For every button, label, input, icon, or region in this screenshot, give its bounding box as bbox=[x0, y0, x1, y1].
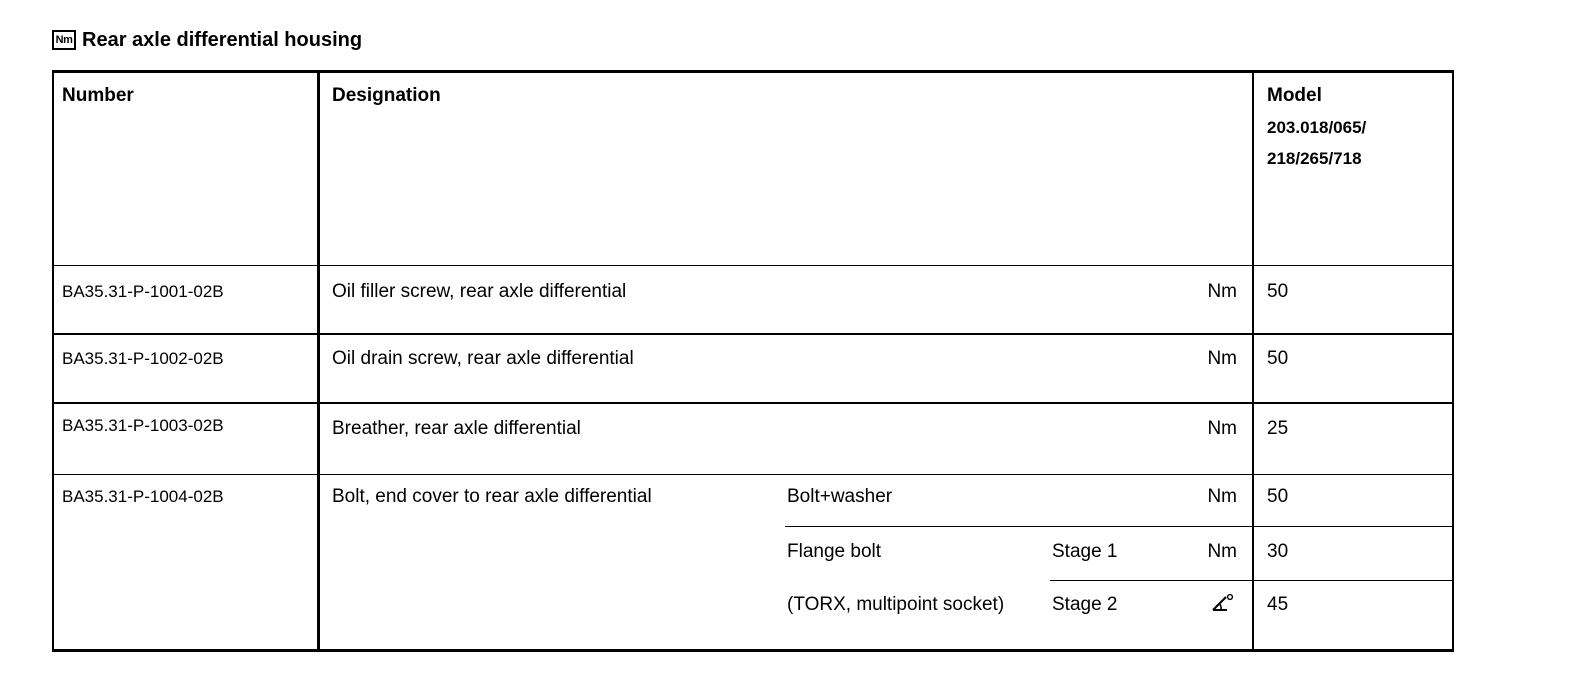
table-right-border bbox=[1452, 70, 1454, 652]
header-designation: Designation bbox=[332, 85, 441, 106]
row-unit: Nm bbox=[1207, 281, 1237, 302]
row-number: BA35.31-P-1004-02B bbox=[62, 487, 224, 506]
row-divider bbox=[52, 402, 1454, 404]
torque-table bbox=[52, 70, 1454, 652]
subrow-part: (TORX, multipoint socket) bbox=[787, 594, 1005, 615]
section-heading bbox=[52, 26, 362, 54]
row-number: BA35.31-P-1003-02B bbox=[62, 416, 224, 435]
subrow-value: 45 bbox=[1267, 594, 1289, 615]
header-model-numbers: 218/265/718 bbox=[1267, 149, 1362, 168]
row-divider bbox=[52, 333, 1454, 335]
header-model-numbers: 203.018/065/ bbox=[1267, 118, 1367, 137]
row-number: BA35.31-P-1001-02B bbox=[62, 282, 224, 301]
subrow-part: Flange bolt bbox=[787, 541, 882, 562]
section-title: Rear axle differential housing bbox=[82, 28, 363, 51]
subrow-value: 50 bbox=[1267, 486, 1289, 507]
column-divider bbox=[317, 70, 320, 652]
subrow-unit: Nm bbox=[1207, 541, 1237, 562]
row-value: 50 bbox=[1267, 281, 1289, 302]
subrow-unit: Nm bbox=[1207, 486, 1237, 507]
subrow-part: Bolt+washer bbox=[787, 486, 893, 507]
table-bottom-border bbox=[52, 649, 1454, 652]
table-top-border bbox=[52, 70, 1454, 73]
row-unit: Nm bbox=[1207, 348, 1237, 369]
row-divider bbox=[52, 265, 1454, 266]
row-divider bbox=[52, 474, 1454, 475]
row-value: 50 bbox=[1267, 348, 1289, 369]
header-model: Model bbox=[1267, 85, 1322, 106]
row-designation: Breather, rear axle differential bbox=[332, 418, 581, 439]
row-designation: Bolt, end cover to rear axle differential bbox=[332, 486, 652, 507]
angle-degree-icon bbox=[1210, 592, 1236, 619]
column-divider bbox=[1252, 70, 1254, 652]
row-unit: Nm bbox=[1207, 418, 1237, 439]
row-designation: Oil filler screw, rear axle differential bbox=[332, 281, 627, 302]
row-designation: Oil drain screw, rear axle differential bbox=[332, 348, 634, 369]
header-number: Number bbox=[62, 85, 134, 106]
table-left-border bbox=[52, 70, 54, 652]
torque-nm-icon: Nm bbox=[52, 30, 76, 50]
subrow-stage: Stage 1 bbox=[1052, 541, 1118, 562]
subrow-divider bbox=[785, 526, 1454, 527]
row-value: 25 bbox=[1267, 418, 1289, 439]
row-number: BA35.31-P-1002-02B bbox=[62, 349, 224, 368]
subrow-value: 30 bbox=[1267, 541, 1289, 562]
subrow-stage: Stage 2 bbox=[1052, 594, 1118, 615]
